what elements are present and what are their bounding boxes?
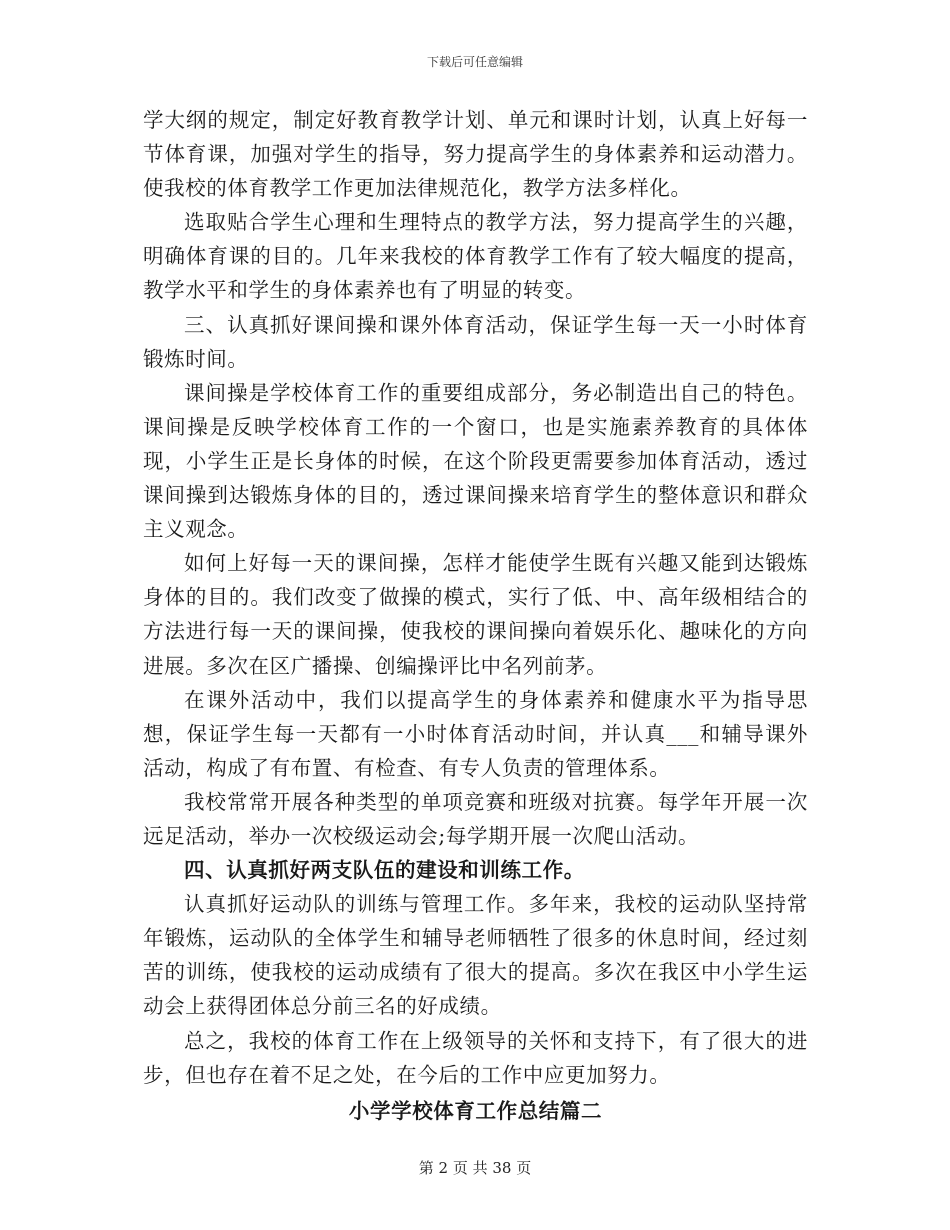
article-title: 小学学校体育工作总结篇二 bbox=[348, 1098, 603, 1123]
paragraph: 总之，我校的体育工作在上级领导的关怀和支持下，有了很大的进步，但也存在着不足之处，在今后的工作中应更加努力。 bbox=[143, 1028, 808, 1087]
page-footer: 第 2 页 共 38 页 bbox=[418, 1159, 532, 1177]
section-heading-3: 三、认真抓好课间操和课外体育活动，保证学生每一天一小时体育锻炼时间。 bbox=[143, 312, 808, 371]
paragraph: 我校常常开展各种类型的单项竞赛和班级对抗赛。每学年开展一次远足活动，举办一次校级运动会;每学期开展一次爬山活动。 bbox=[143, 789, 808, 848]
page-header: 下载后可任意编辑 bbox=[426, 55, 523, 69]
paragraph: 认真抓好运动队的训练与管理工作。多年来，我校的运动队坚持常年锻炼，运动队的全体学生和辅导老师牺牲了很多的休息时间，经过刻苦的训练，使我校的运动成绩有了很大的提高。多次在我区中小学生运动会上获得团体总分前三名的好成绩。 bbox=[143, 892, 808, 1019]
document-body bbox=[143, 103, 808, 1128]
paragraph: 如何上好每一天的课间操，怎样才能使学生既有兴趣又能到达锻炼身体的目的。我们改变了做操的模式，实行了低、中、高年级相结合的方法进行每一天的课间操，使我校的课间操向着娱乐化、趣味化的方向进展。多次在区广播操、创编操评比中名列前茅。 bbox=[143, 551, 808, 678]
section-heading-4: 四、认真抓好两支队伍的建设和训练工作。 bbox=[184, 858, 585, 883]
paragraph: 在课外活动中，我们以提高学生的身体素养和健康水平为指导思想，保证学生每一天都有一小时体育活动时间，并认真___和辅导课外活动，构成了有布置、有检查、有专人负责的管理体系。 bbox=[143, 687, 808, 780]
paragraph: 课间操是学校体育工作的重要组成部分，务必制造出自己的特色。课间操是反映学校体育工作的一个窗口，也是实施素养教育的具体体现，小学生正是长身体的时候，在这个阶段更需要参加体育活动，透过课间操到达锻炼身体的目的，透过课间操来培育学生的整体意识和群众主义观念。 bbox=[143, 380, 808, 542]
paragraph-continuation: 学大纲的规定，制定好教育教学计划、单元和课时计划，认真上好每一节体育课，加强对学生的指导，努力提高学生的身体素养和运动潜力。使我校的体育教学工作更加法律规范化，教学方法多样化。 bbox=[143, 108, 808, 201]
paragraph: 选取贴合学生心理和生理特点的教学方法，努力提高学生的兴趣，明确体育课的目的。几年来我校的体育教学工作有了较大幅度的提高，教学水平和学生的身体素养也有了明显的转变。 bbox=[143, 210, 808, 303]
